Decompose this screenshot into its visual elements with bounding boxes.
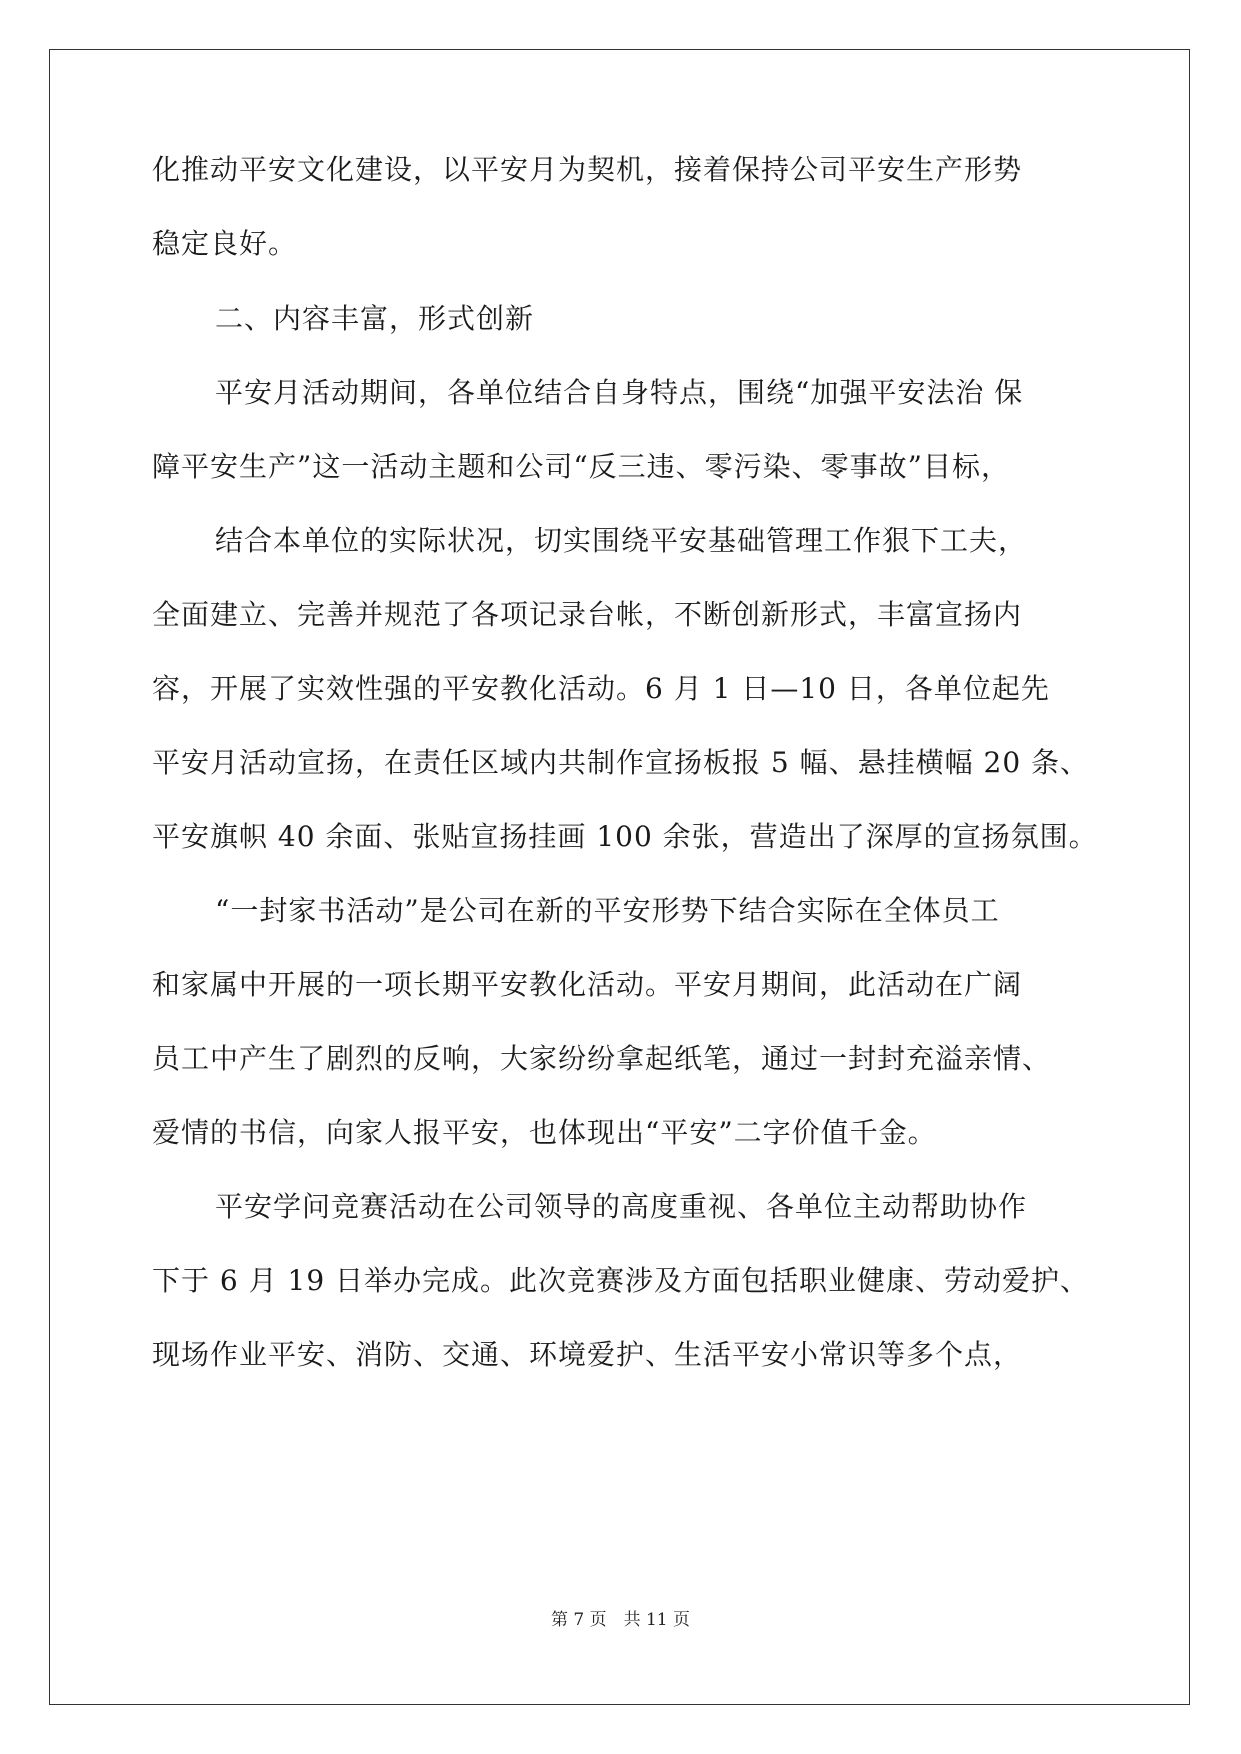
page-number-footer: 第 7 页 共 11 页 (550, 1610, 691, 1630)
text-line: 现场作业平安、消防、交通、环境爱护、生活平安小常识等多个点， (152, 1338, 1023, 1371)
text-line: 全面建立、完善并规范了各项记录台帐，不断创新形式，丰富宣扬内 (152, 598, 1023, 631)
text-line: 稳定良好。 (152, 227, 298, 260)
text-line: 结合本单位的实际状况，切实围绕平安基础管理工作狠下工夫， (215, 524, 1028, 557)
text-line: 容，开展了实效性强的平安教化活动。6 月 1 日—10 日，各单位起先 (152, 672, 1050, 705)
text-line: 和家属中开展的一项长期平安教化活动。平安月期间，此活动在广阔 (152, 968, 1023, 1001)
text-line: 爱情的书信，向家人报平安，也体现出“平安”二字价值千金。 (152, 1116, 937, 1149)
section-heading: 二、内容丰富，形式创新 (215, 302, 535, 335)
text-line: 平安月活动宣扬，在责任区域内共制作宣扬板报 5 幅、悬挂横幅 20 条、 (152, 746, 1090, 779)
page-border (49, 49, 1190, 1705)
text-line: 化推动平安文化建设，以平安月为契机，接着保持公司平安生产形势 (152, 153, 1023, 186)
text-line: “一封家书活动”是公司在新的平安形势下结合实际在全体员工 (215, 894, 1000, 927)
text-line: 平安旗帜 40 余面、张贴宣扬挂画 100 余张，营造出了深厚的宣扬氛围。 (152, 820, 1098, 853)
text-line: 障平安生产”这一活动主题和公司“反三违、零污染、零事故”目标， (152, 450, 1010, 483)
text-line: 员工中产生了剧烈的反响，大家纷纷拿起纸笔，通过一封封充溢亲情、 (152, 1042, 1052, 1075)
text-line: 平安学问竞赛活动在公司领导的高度重视、各单位主动帮助协作 (215, 1190, 1028, 1223)
text-line: 下于 6 月 19 日举办完成。此次竞赛涉及方面包括职业健康、劳动爱护、 (152, 1264, 1090, 1297)
text-line: 平安月活动期间，各单位结合自身特点，围绕“加强平安法治 保 (215, 376, 1024, 409)
